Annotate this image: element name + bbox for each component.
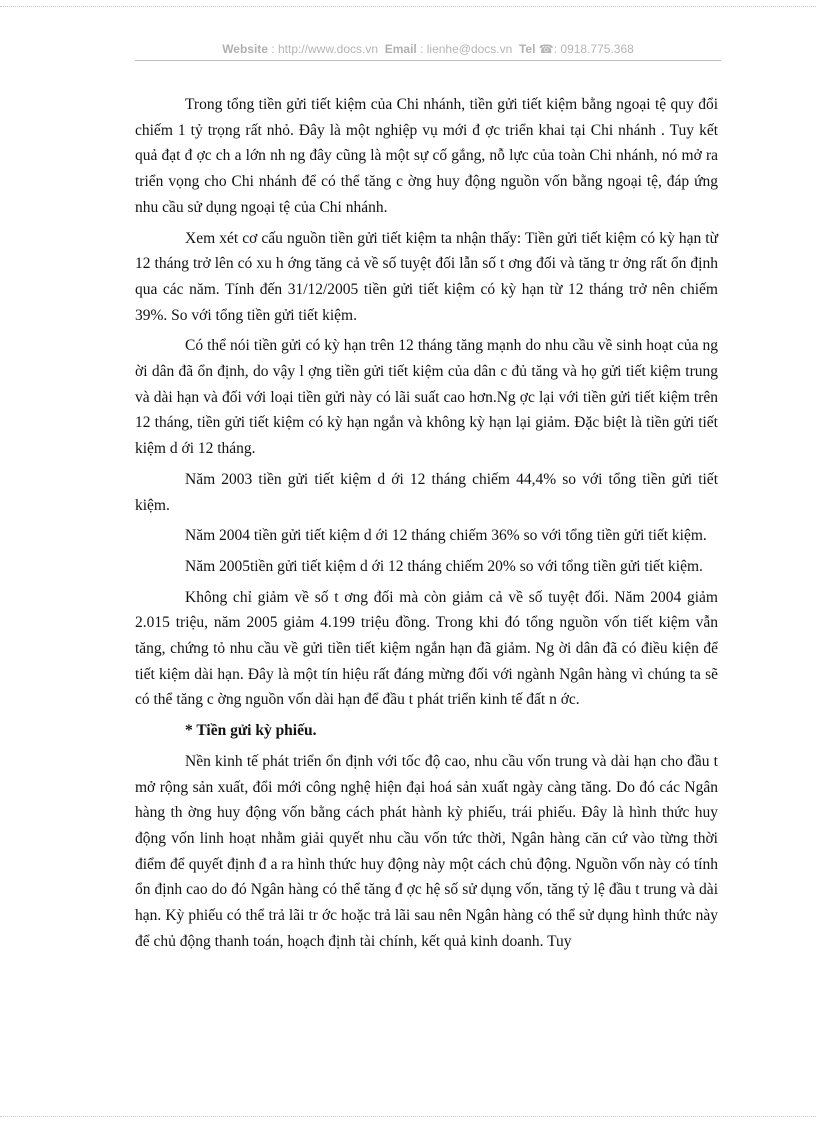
page-border-bottom: [0, 1116, 816, 1117]
page-header: [135, 42, 721, 56]
section-subheading: * Tiền gửi kỳ phiếu.: [185, 722, 317, 740]
paragraph-7: Không chỉ giảm về số t ơng đối mà còn giảm cả về số tuyệt đối. Năm 2004 giảm 2.015 triệu, năm 2005 giảm 4.199 triệu đồng. Trong khi đó tổng nguồn vốn tiết kiệm vẫn tăng, chứng tỏ nhu cầu về gửi tiền tiết kiệm ngắn hạn đã giảm. Ng ời dân đã có điều kiện để tiết kiệm dài hạn. Đây là một tín hiệu rất đáng mừng đối với ngành Ngân hàng vì chúng ta sẽ có thể tăng c ờng nguồn vốn dài hạn để đầu t phát triển kinh tế đất n ớc.: [135, 588, 718, 709]
paragraph-3: Có thể nói tiền gửi có kỳ hạn trên 12 tháng tăng mạnh do nhu cầu về sinh hoạt của ng ời dân đã ổn định, do vậy l ợng tiền gửi tiết kiệm của dân c đủ tăng và họ gửi tiết kiệm trung và dài hạn và đối với loại tiền gửi này có lãi suất cao hơn.Ng ợc lại với tiền gửi tiết kiệm trên 12 tháng, tiền gửi tiết kiệm có kỳ hạn ngắn và không kỳ hạn lại giảm. Đặc biệt là tiền gửi tiết kiệm d ới 12 tháng.: [135, 337, 718, 458]
website-value: : http://www.docs.vn: [271, 42, 379, 56]
page-border-top: [0, 6, 816, 7]
paragraph-4: Năm 2003 tiền gửi tiết kiệm d ới 12 tháng chiếm 44,4% so với tổng tiền gửi tiết kiệm.: [135, 470, 718, 514]
tel-label: Tel: [518, 42, 536, 56]
email-label: Email: [384, 42, 417, 56]
header-divider: [135, 60, 721, 61]
paragraph-6: Năm 2005tiền gửi tiết kiệm d ới 12 tháng chiếm 20% so với tổng tiền gửi tiết kiệm.: [185, 557, 703, 575]
paragraph-1: Trong tổng tiền gửi tiết kiệm của Chi nhánh, tiền gửi tiết kiệm bằng ngoại tệ quy đổi chiếm 1 tỷ trọng rất nhỏ. Đây là một nghiệp vụ mới đ ợc triển khai tại Chi nhánh . Tuy kết quả đạt đ ợc ch a lớn nh ng đây cũng là một sự cố gắng, nỗ lực của toàn Chi nhánh, nó mở ra triển vọng cho Chi nhánh để có thể tăng c ờng huy động nguồn vốn bằng ngoại tệ, đáp ứng nhu cầu sử dụng ngoại tệ của Chi nhánh.: [135, 96, 718, 216]
paragraph-8: Nền kinh tế phát triển ổn định với tốc độ cao, nhu cầu vốn trung và dài hạn cho đầu t mở rộng sản xuất, đổi mới công nghệ hiện đại hoá sản xuất ngày càng tăng. Do đó các Ngân hàng th ờng huy động vốn bằng cách phát hành kỳ phiếu, trái phiếu. Đây là hình thức huy động vốn linh hoạt nhằm giải quyết nhu cầu vốn tức thời, Ngân hàng căn cứ vào từng thời điểm để quyết định đ a ra hình thức huy động này một cách chủ động. Nguồn vốn này có tính ổn định cao do đó Ngân hàng có thể tăng đ ợc hệ số sử dụng vốn, tăng tỷ lệ đầu t trung và dài hạn. Kỳ phiếu có thể trả lãi tr ớc hoặc trả lãi sau nên Ngân hàng có thể sử dụng hình thức này để chủ động thanh toán, hoạch định tài chính, kết quả kinh doanh. Tuy: [135, 752, 718, 950]
website-label: Website: [222, 42, 268, 56]
paragraph-2: Xem xét cơ cấu nguồn tiền gửi tiết kiệm ta nhận thấy: Tiền gửi tiết kiệm có kỳ hạn từ 12 tháng trở lên có xu h ớng tăng cả về số tuyệt đối lẫn số t ơng đối và tăng tr ởng rất ổn định qua các năm. Tính đến 31/12/2005 tiền gửi tiết kiệm có kỳ hạn từ 12 tháng trở nên chiếm 39%. So với tổng tiền gửi tiết kiệm.: [135, 229, 718, 324]
tel-value: : 0918.775.368: [553, 42, 634, 56]
email-value: : lienhe@docs.vn: [420, 42, 513, 56]
document-body: [135, 92, 718, 960]
phone-icon: ☎: [538, 42, 554, 56]
paragraph-5: Năm 2004 tiền gửi tiết kiệm d ới 12 tháng chiếm 36% so với tổng tiền gửi tiết kiệm.: [185, 527, 707, 545]
